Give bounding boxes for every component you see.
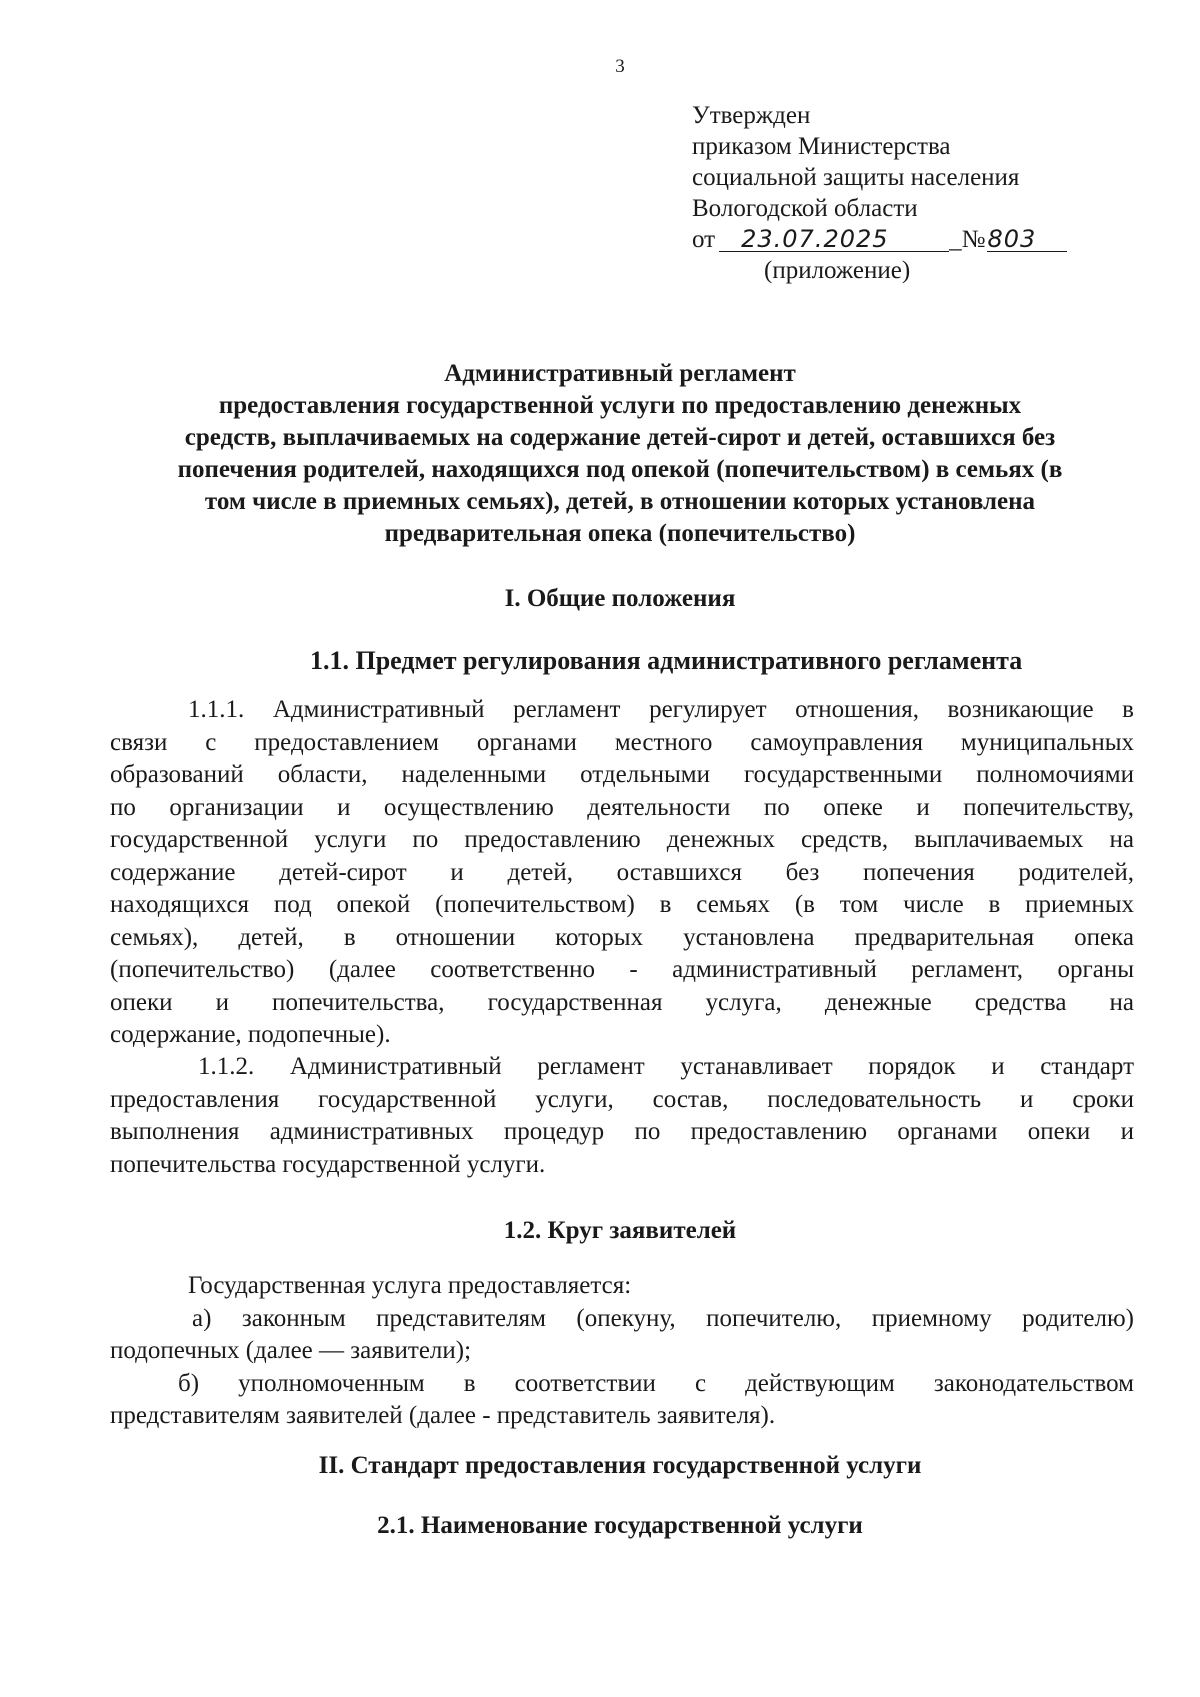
approval-stamp bbox=[692, 100, 1067, 286]
approval-line-2: приказом Министерства bbox=[692, 133, 951, 160]
document-title bbox=[110, 358, 1130, 550]
approval-line-4: Вологодской области bbox=[692, 195, 918, 222]
paragraph-line: по организации и осуществлению деятельности по опеке и попечительству, bbox=[110, 793, 1134, 821]
item-a-line: а) законным представителям (опекуну, попечителю, приемному родителю) bbox=[192, 1304, 1134, 1332]
title-line-4: попечения родителей, находящихся под опекой (попечительством) в семьях (в bbox=[177, 456, 1063, 483]
item-b-line: представителям заявителей (далее - представитель заявителя). bbox=[110, 1402, 776, 1429]
paragraph-1-1-2 bbox=[110, 1051, 1134, 1181]
date-prefix: от bbox=[692, 226, 716, 253]
applicants-list bbox=[110, 1270, 1134, 1433]
handwritten-number: 803 bbox=[987, 227, 1067, 252]
title-line-6: предварительная опека (попечительство) bbox=[384, 520, 856, 547]
paragraph-line: попечительства государственной услуги. bbox=[110, 1150, 546, 1178]
subsection-1-1-heading: 1.1. Предмет регулирования административного регламента bbox=[310, 646, 1023, 675]
title-line-1: Административный регламент bbox=[444, 360, 796, 387]
paragraph-line: содержание детей-сирот и детей, оставшихся без попечения родителей, bbox=[110, 858, 1134, 886]
paragraph-line: 1.1.2. Административный регламент устанавливает порядок и стандарт bbox=[198, 1053, 1134, 1080]
applicants-intro: Государственная услуга предоставляется: bbox=[188, 1272, 632, 1299]
title-line-3: средств, выплачиваемых на содержание детей-сирот и детей, оставшихся без bbox=[184, 424, 1056, 451]
approval-date-line bbox=[692, 224, 1067, 255]
subsection-1-2-heading: 1.2. Круг заявителей bbox=[503, 1217, 737, 1244]
paragraph-line: связи с предоставлением органами местного самоуправления муниципальных bbox=[110, 728, 1134, 756]
paragraph-line: находящихся под опекой (попечительством) в семьях (в том числе в приемных bbox=[110, 891, 1134, 918]
title-line-5: том числе в приемных семьях), детей, в отношении которых установлена bbox=[204, 488, 1036, 515]
paragraph-line: (попечительство) (далее соответственно - административный регламент, органы bbox=[110, 956, 1134, 983]
title-line-2: предоставления государственной услуги по предоставлению денежных bbox=[218, 392, 1022, 419]
subsection-2-1-heading: 2.1. Наименование государственной услуги bbox=[377, 1512, 863, 1539]
paragraph-line: содержание, подопечные). bbox=[110, 1021, 391, 1048]
item-a-line: подопечных (далее — заявители); bbox=[110, 1337, 472, 1364]
item-b-line: б) уполномоченным в соответствии с действующим законодательством bbox=[178, 1369, 1134, 1397]
paragraph-1-1-1 bbox=[110, 694, 1134, 1052]
approval-line-1: Утвержден bbox=[692, 102, 811, 129]
paragraph-line: семьях), детей, в отношении которых установлена предварительная опека bbox=[110, 923, 1134, 951]
section-1-heading: I. Общие положения bbox=[504, 585, 736, 612]
handwritten-date: 23.07.2025 bbox=[719, 227, 949, 252]
paragraph-line: выполнения административных процедур по предоставлению органами опеки и bbox=[110, 1118, 1134, 1145]
section-2-heading: II. Стандарт предоставления государственной услуги bbox=[318, 1452, 922, 1479]
approval-note: (приложение) bbox=[764, 257, 911, 284]
number-prefix: _№ bbox=[949, 226, 986, 253]
paragraph-line: 1.1.1. Административный регламент регулирует отношения, возникающие в bbox=[188, 696, 1134, 723]
paragraph-line: образований области, наделенными отдельными государственными полномочиями bbox=[110, 761, 1134, 788]
approval-line-3: социальной защиты населения bbox=[692, 164, 1020, 191]
paragraph-line: предоставления государственной услуги, состав, последовательность и сроки bbox=[110, 1085, 1134, 1113]
paragraph-line: опеки и попечительства, государственная услуга, денежные средства на bbox=[110, 988, 1134, 1016]
paragraph-line: государственной услуги по предоставлению денежных средств, выплачиваемых на bbox=[110, 826, 1134, 853]
page-number: 3 bbox=[615, 56, 625, 77]
